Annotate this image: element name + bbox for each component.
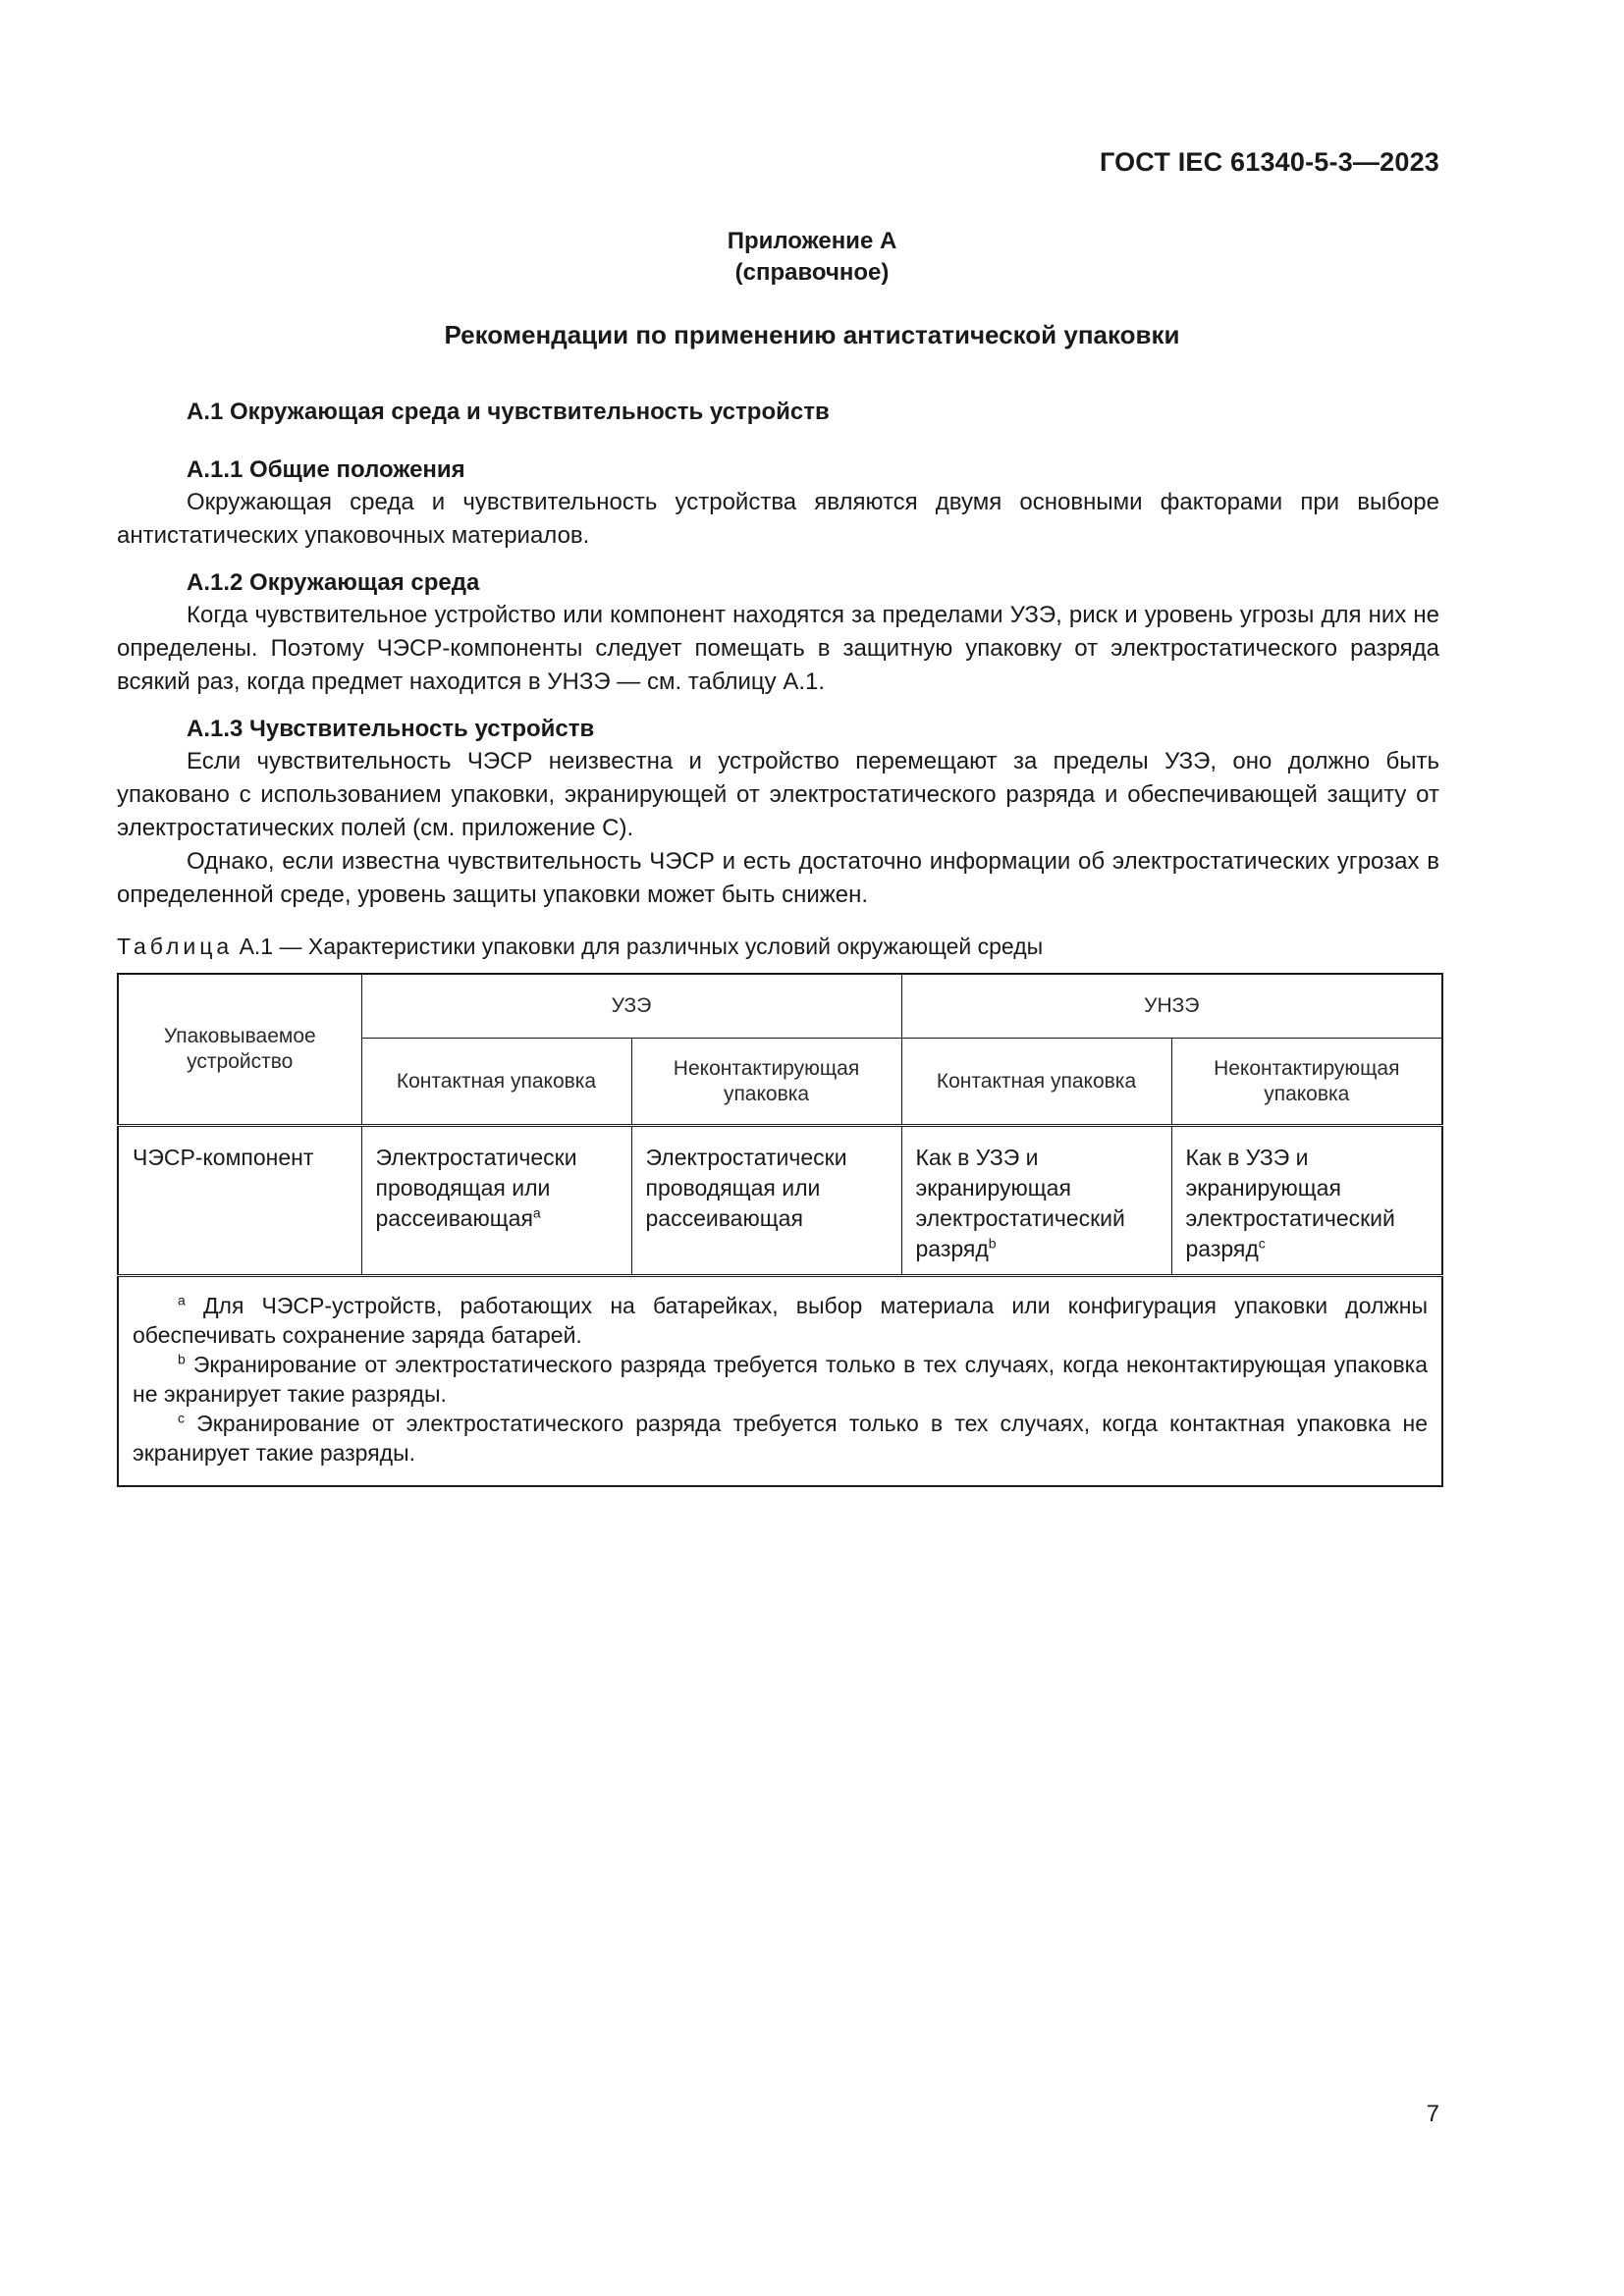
document-code: ГОСТ IEC 61340-5-3—2023 [1099, 147, 1439, 177]
section-a12-heading: А.1.2 Окружающая среда [187, 569, 480, 596]
document-body [117, 396, 1439, 1487]
section-a11 [117, 454, 1439, 553]
cell-device: ЧЭСР-компонент [118, 1126, 361, 1276]
header-uze-contact: Контактная упаковка [361, 1039, 631, 1126]
table-notes [118, 1276, 1442, 1487]
footnote-mark-c: c [1258, 1235, 1266, 1252]
annex-label: Приложение А [727, 228, 897, 254]
section-a13-text-1: Если чувствительность ЧЭСР неизвестна и устройство перемещают за пределы УЗЭ, оно должно быть упаковано с использованием упаковки, экранирующей от электростатического разряда и обеспечивающей защиту от электростатических полей (см. приложение С). [117, 748, 1439, 841]
table-note [133, 1291, 1428, 1350]
note-mark: c [178, 1410, 185, 1426]
note-text: Для ЧЭСР-устройств, работающих на батарейках, выбор материала или конфигурация упаковки должны обеспечивать сохранение заряда батарей. [133, 1293, 1429, 1348]
header-device: Упаковываемое устройство [118, 974, 361, 1126]
cell-unze-noncontact-text: Как в УЗЭ и экранирующая электростатический разряд [1185, 1145, 1395, 1261]
cell-unze-noncontact [1171, 1126, 1442, 1276]
header-uze-noncontact: Неконтактирующая упаковка [631, 1039, 901, 1126]
section-a13-text-2: Однако, если известна чувствительность ЧЭСР и есть достаточно информации об электростатических угрозах в определенной среде, уровень защиты упаковки может быть снижен. [117, 848, 1439, 908]
section-a12 [117, 567, 1439, 699]
cell-uze-contact-text: Электростатически проводящая или рассеивающая [375, 1145, 577, 1231]
table-note [133, 1409, 1428, 1468]
note-mark: b [178, 1351, 186, 1367]
table-header-row [118, 974, 1442, 1039]
section-a11-text: Окружающая среда и чувствительность устройства являются двумя основными факторами при выборе антистатических упаковочных материалов. [117, 489, 1439, 549]
note-mark: a [178, 1292, 186, 1308]
annex-title: Рекомендации по применению антистатической упаковки [444, 320, 1180, 349]
table-notes-row [118, 1276, 1442, 1487]
section-a13-heading: А.1.3 Чувствительность устройств [187, 716, 595, 742]
header-unze-contact: Контактная упаковка [901, 1039, 1171, 1126]
footnote-mark-a: a [532, 1204, 541, 1221]
header-unze: УНЗЭ [901, 974, 1442, 1039]
annex-type: (справочное) [734, 259, 890, 286]
table-caption-label: Таблица [117, 934, 234, 959]
table-note [133, 1350, 1428, 1409]
table-caption-text: А.1 — Характеристики упаковки для различных условий окружающей среды [239, 934, 1044, 959]
section-a13 [117, 714, 1439, 912]
cell-unze-contact [901, 1126, 1171, 1276]
header-uze: УЗЭ [361, 974, 901, 1039]
table-caption [117, 932, 1439, 961]
note-text: Экранирование от электростатического разряда требуется только в тех случаях, когда неконтактирующая упаковка не экранирует такие разряды. [133, 1352, 1429, 1407]
table-row [118, 1126, 1442, 1276]
page-number: 7 [1426, 2101, 1439, 2127]
section-a11-heading: А.1.1 Общие положения [187, 456, 465, 483]
section-a1-heading: А.1 Окружающая среда и чувствительность устройств [187, 399, 830, 425]
footnote-mark-b: b [988, 1235, 997, 1252]
header-unze-noncontact: Неконтактирующая упаковка [1171, 1039, 1442, 1126]
cell-uze-contact [361, 1126, 631, 1276]
cell-unze-contact-text: Как в УЗЭ и экранирующая электростатический разряд [915, 1145, 1125, 1261]
cell-uze-noncontact: Электростатически проводящая или рассеивающая [631, 1126, 901, 1276]
note-text: Экранирование от электростатического разряда требуется только в тех случаях, когда контактная упаковка не экранирует такие разряды. [133, 1411, 1429, 1466]
annex-header [0, 226, 1624, 289]
section-a12-text: Когда чувствительное устройство или компонент находятся за пределами УЗЭ, риск и уровень угрозы для них не определены. Поэтому ЧЭСР-компоненты следует помещать в защитную упаковку от электростатического разряда всякий раз, когда предмет находится в УНЗЭ — см. таблицу А.1. [117, 602, 1439, 695]
packaging-table [117, 973, 1443, 1487]
